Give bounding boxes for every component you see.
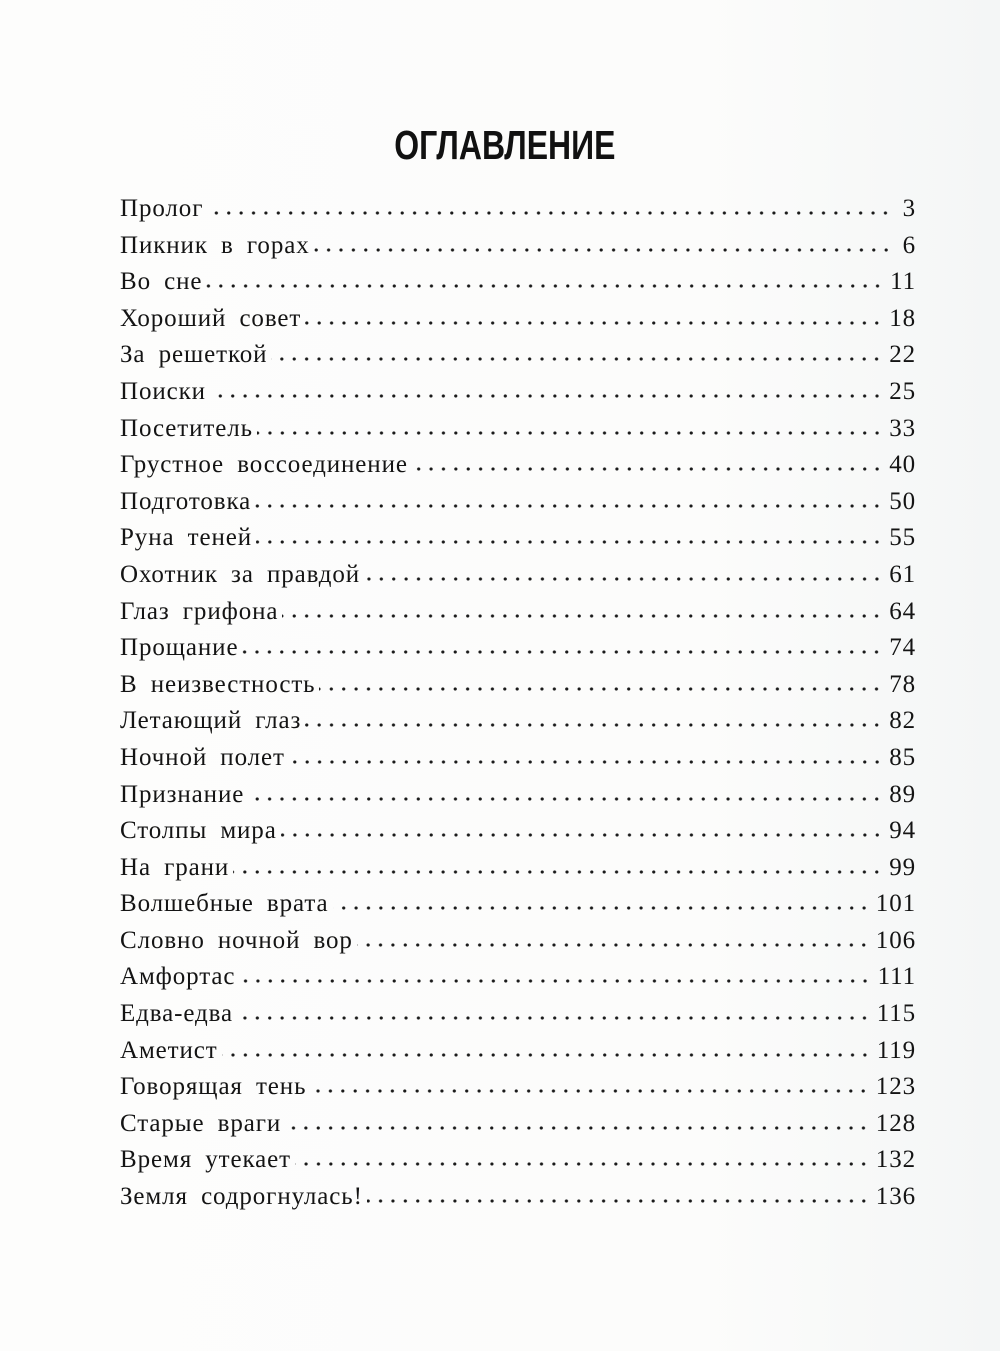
toc-entry <box>120 378 916 415</box>
toc-entry <box>120 781 916 818</box>
toc-entry-page: 6 <box>902 231 916 259</box>
toc-entry <box>120 1073 916 1110</box>
toc-entry <box>120 671 916 708</box>
dot-leader <box>257 431 883 435</box>
toc-entry-title: Глаз грифона <box>120 597 279 625</box>
toc-entry-title: Поиски <box>120 377 206 405</box>
toc-entry <box>120 634 916 671</box>
toc-entry-page: 11 <box>890 268 916 296</box>
toc-entry-page: 132 <box>875 1146 916 1174</box>
toc-entry <box>120 707 916 744</box>
toc-entry-title: Время утекает <box>120 1146 291 1174</box>
dot-leader <box>210 394 883 398</box>
toc-entry <box>120 1146 916 1183</box>
toc-entry <box>120 963 916 1000</box>
toc-entry-title: Ночной полет <box>120 743 285 771</box>
toc-entry-page: 94 <box>889 817 916 845</box>
toc-entry-title: Пролог <box>120 195 204 222</box>
toc-entry-page: 55 <box>889 524 916 552</box>
dot-leader <box>319 687 883 691</box>
dot-leader <box>255 504 883 508</box>
dot-leader <box>364 577 883 581</box>
toc-entry-title: Амфортас <box>120 963 236 991</box>
dot-leader <box>206 284 884 288</box>
toc-entry-page: 18 <box>889 304 916 332</box>
toc-entry-title: Руна теней <box>120 524 253 552</box>
toc-entry <box>120 524 916 561</box>
toc-entry <box>120 232 916 269</box>
dot-leader <box>239 979 871 983</box>
toc-entry <box>120 1037 916 1074</box>
dot-leader <box>310 1089 869 1093</box>
toc-entry-title: Пикник в горах <box>120 231 310 259</box>
toc-entry <box>120 598 916 635</box>
dot-leader <box>248 797 883 801</box>
dot-leader <box>281 833 883 837</box>
toc-entry-page: 25 <box>889 377 916 405</box>
toc-entry-page: 106 <box>875 926 916 954</box>
toc-entry-title: Едва-едва <box>120 1000 234 1028</box>
toc-entry-page: 119 <box>876 1036 916 1064</box>
toc-entry <box>120 268 916 305</box>
toc-entry-page: 89 <box>889 780 916 808</box>
table-of-contents <box>120 195 916 1220</box>
dot-leader <box>357 943 870 947</box>
toc-entry <box>120 854 916 891</box>
dot-leader <box>295 1162 870 1166</box>
toc-entry <box>120 561 916 598</box>
toc-entry <box>120 488 916 525</box>
toc-entry-page: 101 <box>875 890 916 918</box>
dot-leader <box>285 1126 870 1130</box>
toc-entry-page: 3 <box>902 195 916 222</box>
toc-entry <box>120 195 916 232</box>
toc-entry-title: Подготовка <box>120 487 252 515</box>
toc-entry-title: За решеткой <box>120 341 268 369</box>
toc-entry-title: Признание <box>120 780 245 808</box>
toc-entry-page: 123 <box>875 1073 916 1101</box>
toc-entry-title: Посетитель <box>120 414 253 442</box>
toc-entry-title: В неизвестность <box>120 670 316 698</box>
toc-entry-title: Волшебные врата <box>120 890 329 918</box>
toc-entry-title: Грустное воссоединение <box>120 451 408 479</box>
toc-entry-title: Столпы мира <box>120 817 277 845</box>
dot-leader <box>333 906 870 910</box>
dot-leader <box>314 248 892 252</box>
toc-entry <box>120 890 916 927</box>
toc-entry-page: 74 <box>889 634 916 662</box>
toc-entry <box>120 927 916 964</box>
toc-entry-page: 82 <box>889 707 916 735</box>
toc-entry-title: Летающий глаз <box>120 707 302 735</box>
toc-entry-page: 61 <box>889 560 916 588</box>
toc-entry-title: Аметист <box>120 1036 218 1064</box>
toc-entry-title: Прощание <box>120 634 239 662</box>
toc-entry <box>120 415 916 452</box>
dot-leader <box>412 467 883 471</box>
dot-leader <box>282 614 883 618</box>
dot-leader <box>367 1199 870 1203</box>
toc-entry-page: 64 <box>889 597 916 625</box>
toc-entry <box>120 1110 916 1147</box>
dot-leader <box>305 723 883 727</box>
toc-entry-page: 115 <box>876 1000 916 1028</box>
toc-entry-title: Говорящая тень <box>120 1073 307 1101</box>
toc-entry <box>120 305 916 342</box>
dot-leader <box>242 650 883 654</box>
toc-entry-page: 85 <box>889 743 916 771</box>
toc-entry <box>120 451 916 488</box>
toc-entry-title: Старые враги <box>120 1109 282 1137</box>
page-title: ОГЛАВЛЕНИЕ <box>394 122 616 168</box>
dot-leader <box>256 540 883 544</box>
toc-entry-page: 136 <box>875 1183 916 1211</box>
dot-leader <box>237 1016 871 1020</box>
toc-entry-title: Словно ночной вор <box>120 926 353 954</box>
toc-entry-page: 78 <box>889 670 916 698</box>
toc-entry-title: Во сне <box>120 268 203 296</box>
toc-entry-page: 128 <box>875 1109 916 1137</box>
toc-entry <box>120 1183 916 1220</box>
toc-entry-title: Охотник за правдой <box>120 560 361 588</box>
dot-leader <box>305 321 883 325</box>
toc-entry-title: Земля содрогнулась! <box>120 1183 363 1211</box>
toc-entry-page: 111 <box>877 963 916 991</box>
toc-entry-page: 22 <box>889 341 916 369</box>
toc-entry-title: На грани <box>120 853 230 881</box>
toc-entry <box>120 1000 916 1037</box>
toc-entry-page: 99 <box>889 853 916 881</box>
toc-entry-page: 50 <box>889 487 916 515</box>
toc-entry-page: 33 <box>889 414 916 442</box>
toc-entry-title: Хороший совет <box>120 304 302 332</box>
toc-entry <box>120 744 916 781</box>
toc-entry-page: 40 <box>889 451 916 479</box>
dot-leader <box>222 1053 871 1057</box>
dot-leader <box>289 760 883 764</box>
dot-leader <box>207 211 892 215</box>
toc-entry <box>120 817 916 854</box>
dot-leader <box>271 357 883 361</box>
toc-entry <box>120 341 916 378</box>
dot-leader <box>233 870 883 874</box>
